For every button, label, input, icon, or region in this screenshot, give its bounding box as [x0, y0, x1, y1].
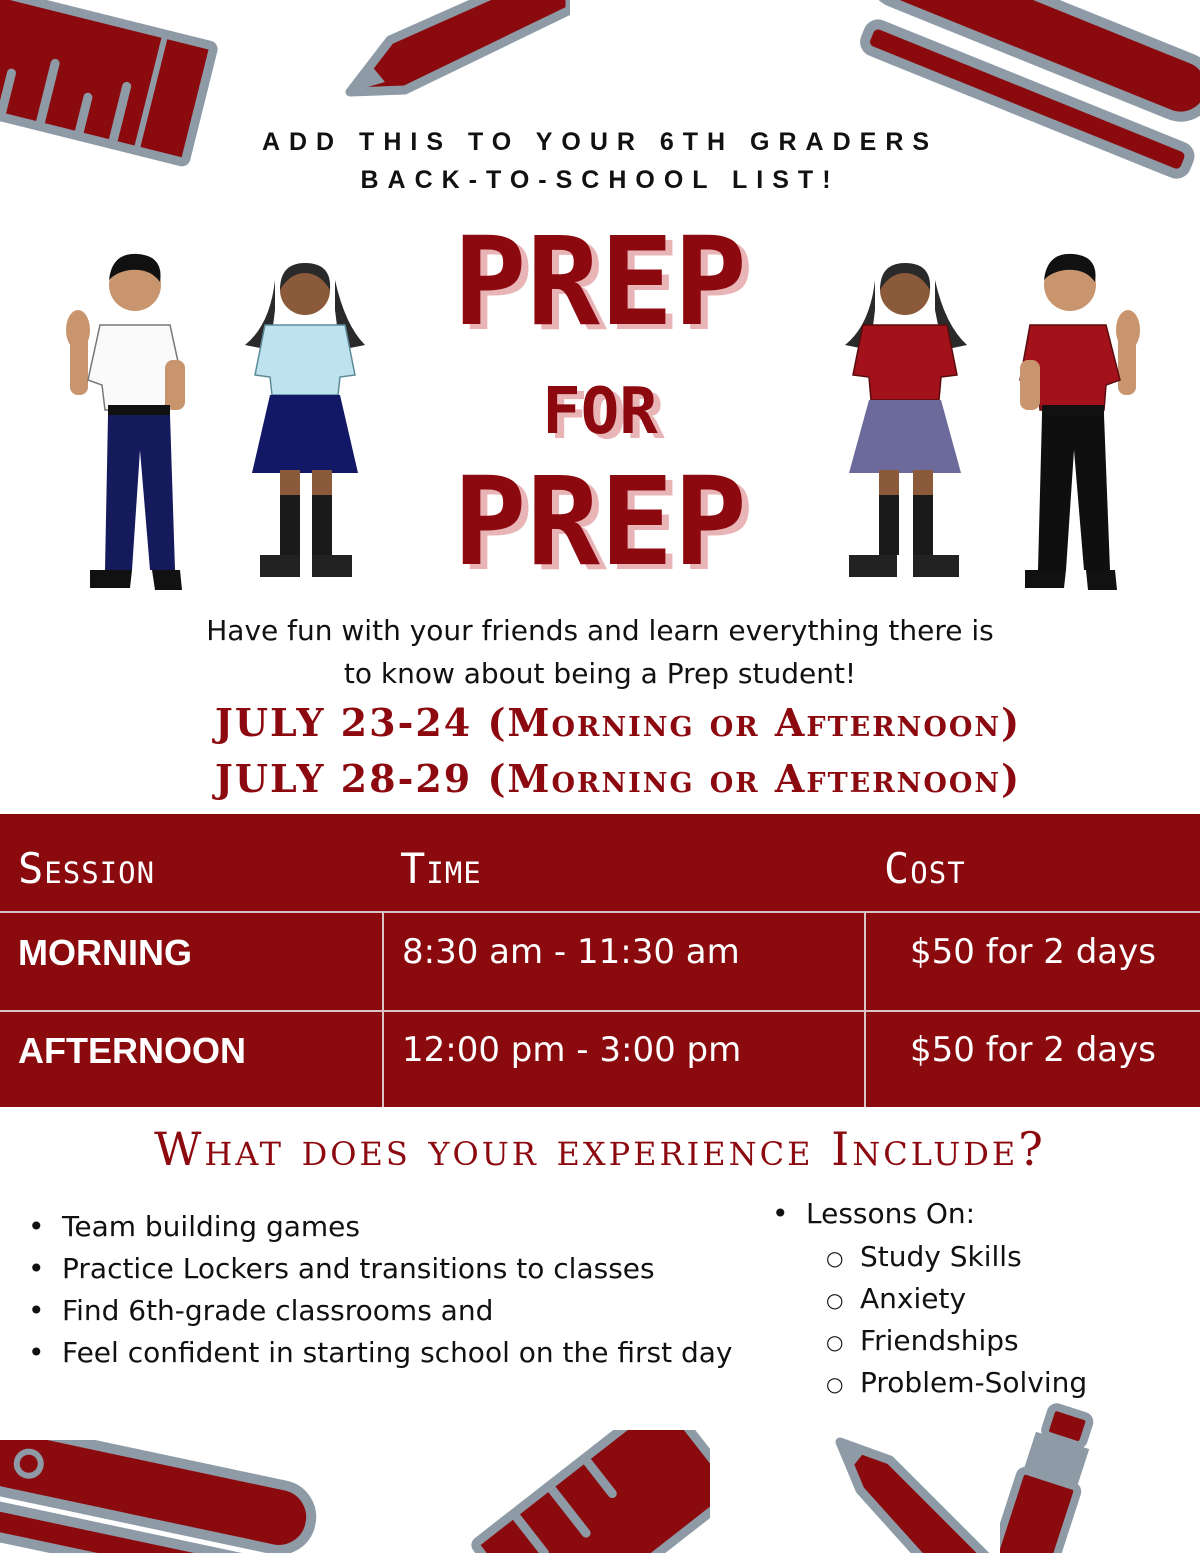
- session-afternoon: AFTERNOON: [18, 1030, 246, 1071]
- ruler-icon: [0, 0, 220, 190]
- schedule-table: [0, 814, 1200, 1107]
- row-divider: [0, 1010, 1200, 1012]
- time-morning: 8:30 am - 11:30 am: [402, 932, 740, 972]
- intro-line-1: Have fun with your friends and learn everything there is: [206, 614, 994, 647]
- list-item: ○ Anxiety: [826, 1278, 1186, 1320]
- tagline-line-2: BACK-TO-SCHOOL LIST!: [360, 166, 840, 194]
- list-item: • Team building games: [28, 1206, 738, 1248]
- date-line-2: JULY 28-29 (Morning or Afternoon): [214, 756, 1022, 801]
- list-item: • Find 6th-grade classrooms and: [28, 1290, 738, 1332]
- title-line-2: FOR: [542, 375, 658, 449]
- includes-list: [28, 1206, 738, 1374]
- header-cost: Cost: [884, 844, 966, 893]
- lessons-list: [772, 1193, 1172, 1235]
- row-divider: [0, 911, 1200, 913]
- list-item: ○ Study Skills: [826, 1236, 1186, 1278]
- lessons-heading: • Lessons On:: [772, 1193, 1172, 1235]
- pencil-icon: [830, 1430, 1000, 1553]
- title-line-1: PREP: [453, 211, 747, 353]
- intro-line-2: to know about being a Prep student!: [343, 657, 857, 690]
- session-morning: MORNING: [18, 932, 192, 973]
- stapler-icon: [0, 1440, 330, 1553]
- time-afternoon: 12:00 pm - 3:00 pm: [402, 1030, 742, 1070]
- marker-icon: [1000, 1400, 1110, 1553]
- title-line-3: PREP: [453, 451, 747, 593]
- pencil-icon: [330, 0, 570, 110]
- list-item: • Practice Lockers and transitions to classes: [28, 1248, 738, 1290]
- ruler-icon: [470, 1430, 710, 1553]
- tagline-line-1: ADD THIS TO YOUR 6TH GRADERS: [261, 128, 939, 156]
- header-time: Time: [400, 844, 482, 893]
- list-item: • Feel confident in starting school on the first day: [28, 1332, 738, 1374]
- column-divider: [382, 911, 384, 1107]
- includes-heading: What does your experience Include?: [154, 1122, 1046, 1176]
- lessons-sublist: [826, 1236, 1186, 1404]
- column-divider: [864, 911, 866, 1107]
- date-line-1: JULY 23-24 (Morning or Afternoon): [214, 700, 1022, 745]
- list-item: ○ Friendships: [826, 1320, 1186, 1362]
- cost-morning: $50 for 2 days: [910, 932, 1156, 972]
- cost-afternoon: $50 for 2 days: [910, 1030, 1156, 1070]
- header-session: Session: [18, 844, 156, 893]
- list-item: ○ Problem-Solving: [826, 1362, 1186, 1404]
